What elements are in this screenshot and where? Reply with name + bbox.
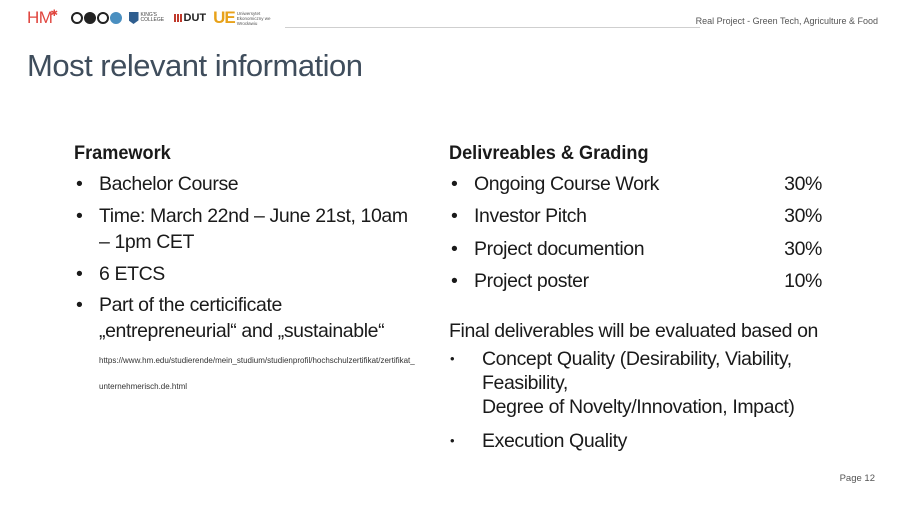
framework-heading: Framework — [74, 142, 171, 164]
grading-percent: 30% — [784, 205, 822, 228]
header-divider — [285, 27, 700, 28]
certificate-link[interactable]: https://www.hm.edu/studierende/mein_studium/studienprofil/hochschulzertifikat/zertifikat_unternehmerisch.de.html — [99, 356, 415, 391]
grading-label: • Project documention — [474, 237, 645, 260]
partner-logos — [27, 9, 279, 27]
grading-row — [449, 268, 829, 294]
list-item: • Part of the certicificate „entrepreneurial“ and „sustainable“ https://www.hm.edu/studierende/mein_studium/studienprofil/hochschulzertifikat/zertifikat_unternehmerisch.de.html — [74, 292, 419, 396]
page-number: Page 12 — [839, 473, 875, 484]
list-item: • Execution Quality — [449, 429, 829, 453]
grading-row — [449, 203, 829, 229]
grading-percent: 10% — [784, 270, 822, 293]
grading-list — [449, 171, 829, 294]
deliverables-heading: Delivreables & Grading — [449, 142, 649, 164]
list-item: • 6 ETCS — [74, 261, 419, 287]
grading-row — [449, 236, 829, 262]
ue-logo: UE Uniwersytet Ekonomiczny we Wrocławiu — [213, 8, 271, 27]
final-deliverables-heading: Final deliverables will be evaluated based on — [449, 320, 818, 343]
header-context: Real Project - Green Tech, Agriculture & Food — [695, 16, 878, 26]
kings-college-logo: KING'S COLLEGE — [129, 12, 167, 24]
list-item: • Concept Quality (Desirability, Viability, Feasibility, Degree of Novelty/Innovation, Impact) — [449, 347, 829, 419]
grading-label: • Investor Pitch — [474, 205, 587, 228]
grading-label: • Project poster — [474, 270, 589, 293]
grading-row — [449, 171, 829, 197]
hm-logo: HM✱ — [27, 8, 58, 27]
evaluation-criteria-list — [449, 347, 829, 453]
partner-circles-logo — [71, 12, 122, 24]
framework-list — [74, 171, 419, 396]
grading-percent: 30% — [784, 173, 822, 195]
grading-percent: 30% — [784, 237, 822, 260]
grading-label: • Ongoing Course Work — [474, 173, 659, 195]
framework-section — [74, 142, 419, 402]
list-item: • Time: March 22nd – June 21st, 10am – 1pm CET — [74, 203, 419, 255]
page-title: Most relevant information — [27, 48, 363, 83]
list-item: • Bachelor Course — [74, 171, 419, 197]
dut-logo: DUT — [174, 12, 207, 24]
deliverables-section — [449, 142, 829, 463]
